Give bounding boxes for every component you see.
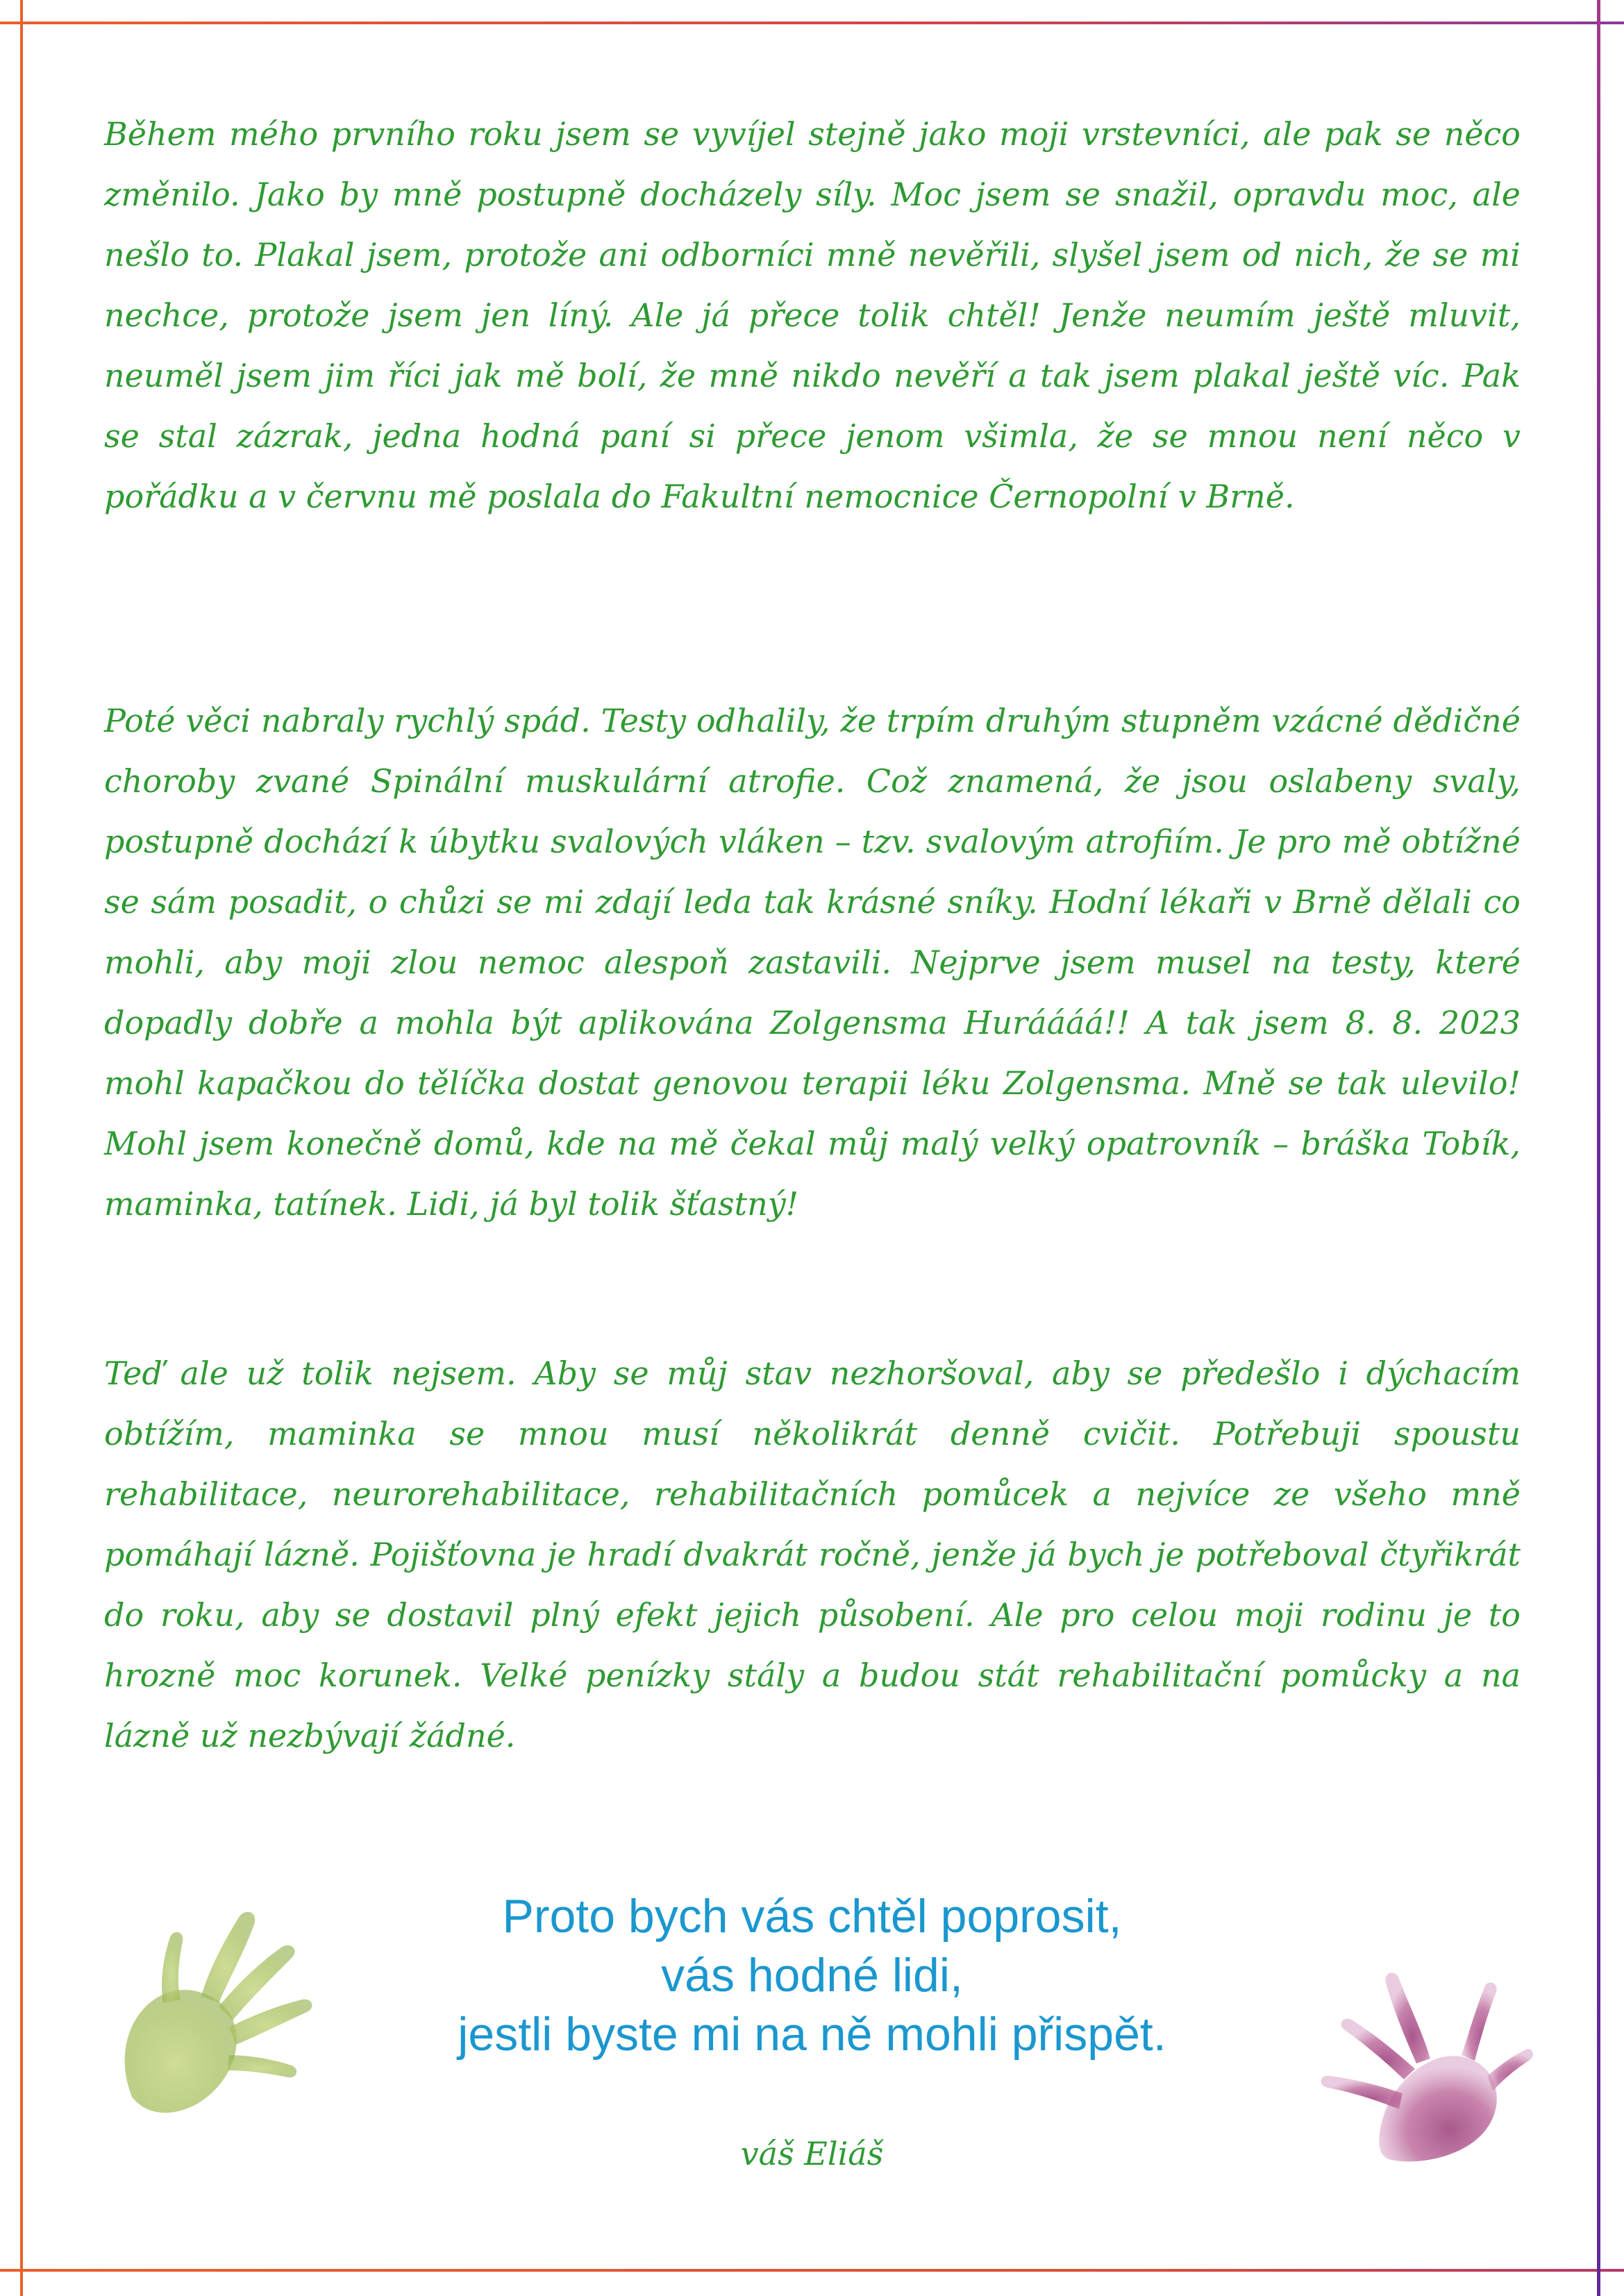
letter-paragraph-3: Teď ale už tolik nejsem. Aby se můj stav nezhoršoval, aby se předešlo i dýchacím obtížím, maminka se mnou musí několikrát denně cvičit. Potřebuji spoustu rehabilitace, neurorehabilitace, rehabilitačních pomůcek a nejvíce ze všeho mně pomáhají lázně. Pojišťovna je hradí dvakrát ročně, jenže já bych je potřeboval čtyřikrát do roku, aby se dostavil plný efekt jejich působení. Ale pro celou moji rodinu je to hrozně moc korunek. Velké penízky stály a budou stát rehabilitační pomůcky a na lázně už nezbývají žádné. [104, 1355, 1521, 1754]
letter-paragraph-1: Během mého prvního roku jsem se vyvíjel stejně jako moji vrstevníci, ale pak se něco změnilo. Jako by mně postupně docházely síly. Moc jsem se snažil, opravdu moc, ale nešlo to. Plakal jsem, protože ani odborníci mně nevěřili, slyšel jsem od nich, že se mi nechce, protože jsem jen líný. Ale já přece tolik chtěl! Jenže neumím ještě mluvit, neuměl jsem jim říci jak mě bolí, že mně nikdo nevěří a tak jsem plakal ještě víc. Pak se stal zázrak, jedna hodná paní si přece jenom všimla, že se mnou není něco v pořádku a v červnu mě poslala do Fakultní nemocnice Černopolní v Brně. [104, 115, 1521, 515]
appeal-line-1: Proto bych vás chtěl poprosit, [502, 1890, 1122, 1943]
letter-paragraph-2: Poté věci nabraly rychlý spád. Testy odhalily, že trpím druhým stupněm vzácné dědičné choroby zvané Spinální muskulární atrofie. Což znamená, že jsou oslabeny svaly, postupně dochází k úbytku svalových vláken – tzv. svalovým atrofiím. Je pro mě obtížné se sám posadit, o chůzi se mi zdají leda tak krásné sníky. Hodní lékaři v Brně dělali co mohli, aby moji zlou nemoc alespoň zastavili. Nejprve jsem musel na testy, které dopadly dobře a mohla být aplikována Zolgensma Huráááá!! A tak jsem 8. 8. 2023 mohl kapačkou do tělíčka dostat genovou terapii léku Zolgensma. Mně se tak ulevilo! Mohl jsem konečně domů, kde na mě čekal můj malý velký opatrovník – bráška Tobík, maminka, tatínek. Lidi, já byl tolik šťastný! [104, 702, 1521, 1223]
frame-line-top [0, 22, 1624, 24]
appeal-line-3: jestli byste mi na ně mohli přispět. [458, 2008, 1166, 2061]
appeal-line-2: vás hodné lidi, [661, 1949, 963, 2002]
frame-line-bottom [0, 2269, 1624, 2272]
signature: váš Eliáš [740, 2135, 884, 2172]
